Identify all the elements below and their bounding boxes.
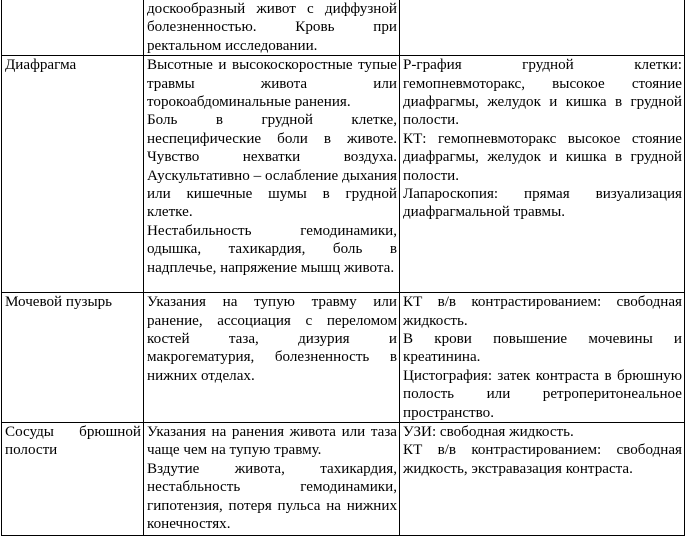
organ-cell — [2, 0, 144, 56]
clinic-paragraph: Боль в грудной клетке, неспецифические боли в животе. Чувство нехватки воздуха. Аускультативно – ослабление дыхания или кишечные шумы в грудной клетке. — [147, 112, 397, 221]
diagnostics-paragraph: КТ: гемопневмоторакс высокое стояние диафрагмы, желудок и кишка в грудной полости. — [403, 130, 682, 184]
organ-cell: Сосуды брюшной полости — [2, 423, 144, 536]
diagnostics-paragraph: Цистография: затек контраста в брюшную полость или ретроперитонеальное пространство. — [403, 367, 682, 421]
diagnostics-paragraph: УЗИ: свободная жидкость. — [403, 424, 574, 441]
diagnostics-cell — [400, 423, 685, 536]
clinic-cell — [144, 56, 400, 293]
clinic-cell — [144, 293, 400, 423]
diagnostics-cell — [400, 293, 685, 423]
table-row — [2, 293, 685, 423]
clinic-paragraph: Нестабильность гемодинамики, одышка, тахикардия, боль в надплечье, напряжение мышц живота. — [147, 222, 397, 276]
table-row — [2, 423, 685, 536]
diagnostics-paragraph: В крови повышение мочевины и креатинина. — [403, 331, 682, 366]
diagnostics-cell — [400, 56, 685, 293]
organ-cell: Мочевой пузырь — [2, 293, 144, 423]
clinic-paragraph: Высотные и высокоскоростные тупые травмы живота или торокоабдоминальные ранения. — [147, 57, 397, 111]
clinic-cell — [144, 0, 400, 56]
clinic-paragraph: доскообразный живот с диффузной болезненностью. Кровь при ректальном исследовании. — [147, 1, 397, 54]
diagnostics-paragraph: КТ в/в контрастированием: свободная жидкость, экстравазация контраста. — [403, 442, 682, 477]
diagnostics-paragraph: Р-графия грудной клетки: гемопневмоторакс, высокое стояние диафрагмы, желудок и кишка в грудной полости. — [403, 57, 682, 129]
clinic-paragraph: Вздутие живота, тахикардия, нестабльность гемодинамики, гипотензия, потеря пульса на нижних конечностях. — [147, 460, 397, 533]
diagnostics-paragraph: КТ в/в контрастированием: свободная жидкость. — [403, 294, 682, 329]
organ-cell: Диафрагма — [2, 56, 144, 293]
table-row — [2, 56, 685, 293]
table-row — [2, 0, 685, 56]
diagnostics-cell — [400, 0, 685, 56]
trauma-diagnostics-table — [1, 0, 685, 536]
clinic-paragraph: Указания на тупую травму или ранение, ассоциация с переломом костей таза, дизурия и макрогематурия, болезненность в нижних отделах. — [147, 294, 397, 384]
diagnostics-paragraph: Лапароскопия: прямая визуализация диафрагмальной травмы. — [403, 186, 682, 221]
clinic-cell — [144, 423, 400, 536]
clinic-paragraph: Указания на ранения живота или таза чаще чем на тупую травму. — [147, 424, 397, 459]
